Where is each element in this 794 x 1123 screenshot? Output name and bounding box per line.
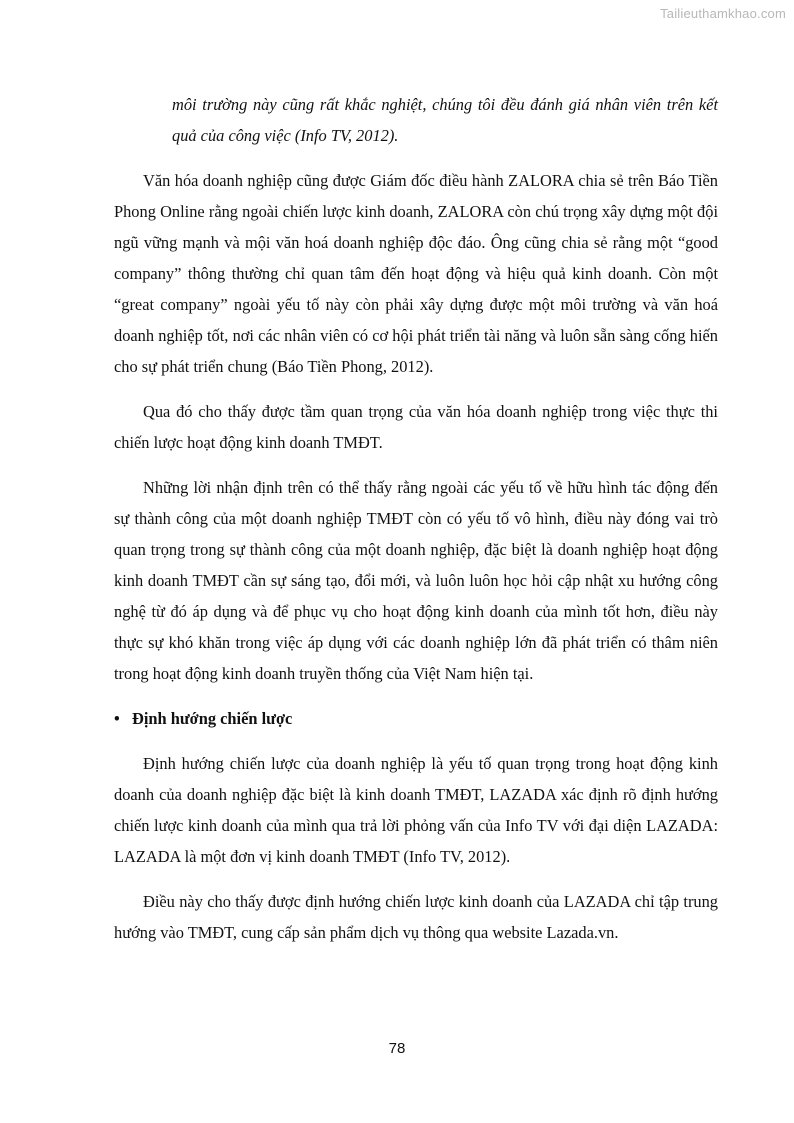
page-number: 78 (388, 1040, 406, 1057)
watermark: Tailieuthamkhao.com (660, 6, 786, 21)
paragraph-zalora-culture: Văn hóa doanh nghiệp cũng được Giám đốc điều hành ZALORA chia sẻ trên Báo Tiền Phong Online rằng ngoài chiến lược kinh doanh, ZALORA còn chú trọng xây dựng một đội ngũ vững mạnh và mội văn hoá doanh nghiệp độc đáo. Ông cũng chia sẻ rằng một “good company” thông thường chỉ quan tâm đến hoạt động và hiệu quả kinh doanh. Còn một “great company” ngoài yếu tố này còn phải xây dựng được một môi trường và văn hoá doanh nghiệp tốt, nơi các nhân viên có cơ hội phát triển tài năng và luôn sẵn sàng cống hiến cho sự phát triển chung (Báo Tiền Phong, 2012). (114, 171, 718, 376)
bullet-icon: • (114, 709, 120, 728)
paragraph-culture-importance: Qua đó cho thấy được tầm quan trọng của văn hóa doanh nghiệp trong việc thực thi chiến lược hoạt động kinh doanh TMĐT. (114, 402, 718, 452)
document-body (114, 89, 718, 962)
paragraph-intangible-factors: Những lời nhận định trên có thể thấy rằng ngoài các yếu tố về hữu hình tác động đến sự thành công của một doanh nghiệp TMĐT còn có yếu tố vô hình, điều này đóng vai trò quan trọng trong sự thành công của một doanh nghiệp, đặc biệt là doanh nghiệp hoạt động kinh doanh TMĐT cần sự sáng tạo, đổi mới, và luôn luôn học hỏi cập nhật xu hướng công nghệ từ đó áp dụng và để phục vụ cho hoạt động kinh doanh của mình tốt hơn, điều này thực sự khó khăn trong việc áp dụng với các doanh nghiệp lớn đã phát triển có thâm niên trong hoạt động kinh doanh truyền thống của Việt Nam hiện tại. (114, 478, 718, 683)
paragraph-lazada-focus: Điều này cho thấy được định hướng chiến lược kinh doanh của LAZADA chỉ tập trung hướng vào TMĐT, cung cấp sản phẩm dịch vụ thông qua website Lazada.vn. (114, 892, 718, 942)
section-heading-text: Định hướng chiến lược (132, 709, 293, 728)
section-heading-strategy (114, 703, 718, 734)
paragraph-lazada-strategy: Định hướng chiến lược của doanh nghiệp là yếu tố quan trọng trong hoạt động kinh doanh của doanh nghiệp đặc biệt là kinh doanh TMĐT, LAZADA xác định rõ định hướng chiến lược kinh doanh của mình qua trả lời phỏng vấn của Info TV với đại diện LAZADA: LAZADA là một đơn vị kinh doanh TMĐT (Info TV, 2012). (114, 754, 718, 866)
quote-continuation: môi trường này cũng rất khắc nghiệt, chúng tôi đều đánh giá nhân viên trên kết quả của công việc (Info TV, 2012). (172, 95, 718, 145)
